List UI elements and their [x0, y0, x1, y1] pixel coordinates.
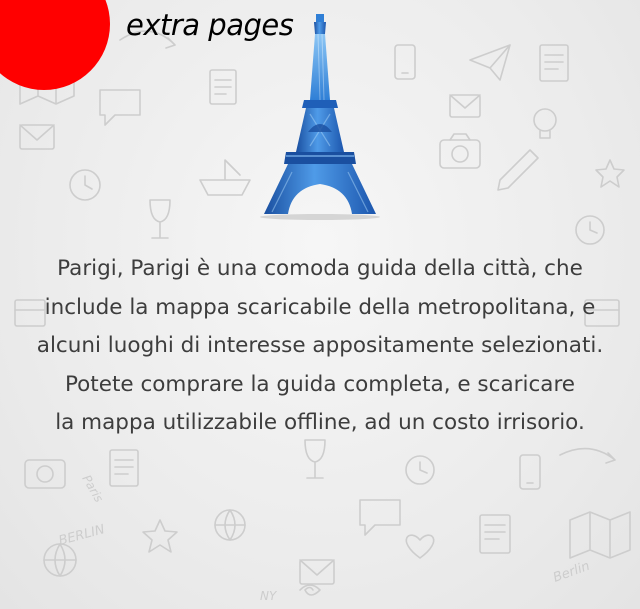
camera-icon: [440, 134, 480, 168]
document-icon: [210, 70, 236, 104]
arrow-icon: [560, 449, 615, 463]
star-icon: [596, 160, 624, 187]
airplane-icon: [470, 45, 510, 80]
globe-icon: [215, 510, 245, 540]
description-line: include la mappa scaricabile della metropolitana, e: [44, 294, 596, 320]
eiffel-tower-icon: [252, 12, 388, 220]
clock-icon: [406, 456, 434, 484]
background-label-berlin: BERLIN: [57, 522, 107, 549]
phone-icon: [520, 455, 540, 489]
page-title: extra pages: [126, 8, 294, 42]
star-icon: [143, 520, 177, 552]
heart-icon: [406, 535, 433, 558]
description-line: la mappa utilizzabile offline, ad un costo irrisorio.: [55, 410, 585, 435]
map-icon: [570, 512, 630, 558]
lightbulb-icon: [534, 109, 556, 138]
description-line: Parigi, Parigi è una comoda guida della città, che: [57, 256, 583, 281]
envelope-icon: [20, 125, 54, 149]
clock-icon: [576, 216, 604, 244]
phone-icon: [395, 45, 415, 79]
description-text: [0, 250, 640, 443]
wine-glass-icon: [150, 200, 170, 238]
spiral-icon: [300, 585, 320, 595]
document-icon: [110, 450, 138, 486]
chat-bubble-icon: [100, 90, 140, 125]
document-icon: [480, 515, 510, 553]
pencil-icon: [498, 150, 538, 190]
envelope-icon: [300, 560, 334, 584]
envelope-icon: [450, 95, 480, 117]
document-icon: [540, 45, 568, 81]
description-line: alcuni luoghi di interesse appositamente selezionati.: [36, 333, 604, 358]
description-line: Potete comprare la guida completa, e scaricare: [64, 371, 576, 397]
background-label-paris: Paris: [79, 472, 107, 505]
camera-icon: [25, 460, 65, 488]
background-label-ny: NY: [260, 589, 277, 603]
chat-bubble-icon: [360, 500, 400, 535]
background-label-berlin-2: Berlin: [551, 558, 592, 586]
clock-icon: [70, 170, 100, 200]
boat-icon: [200, 160, 250, 195]
wine-glass-icon: [305, 440, 325, 478]
